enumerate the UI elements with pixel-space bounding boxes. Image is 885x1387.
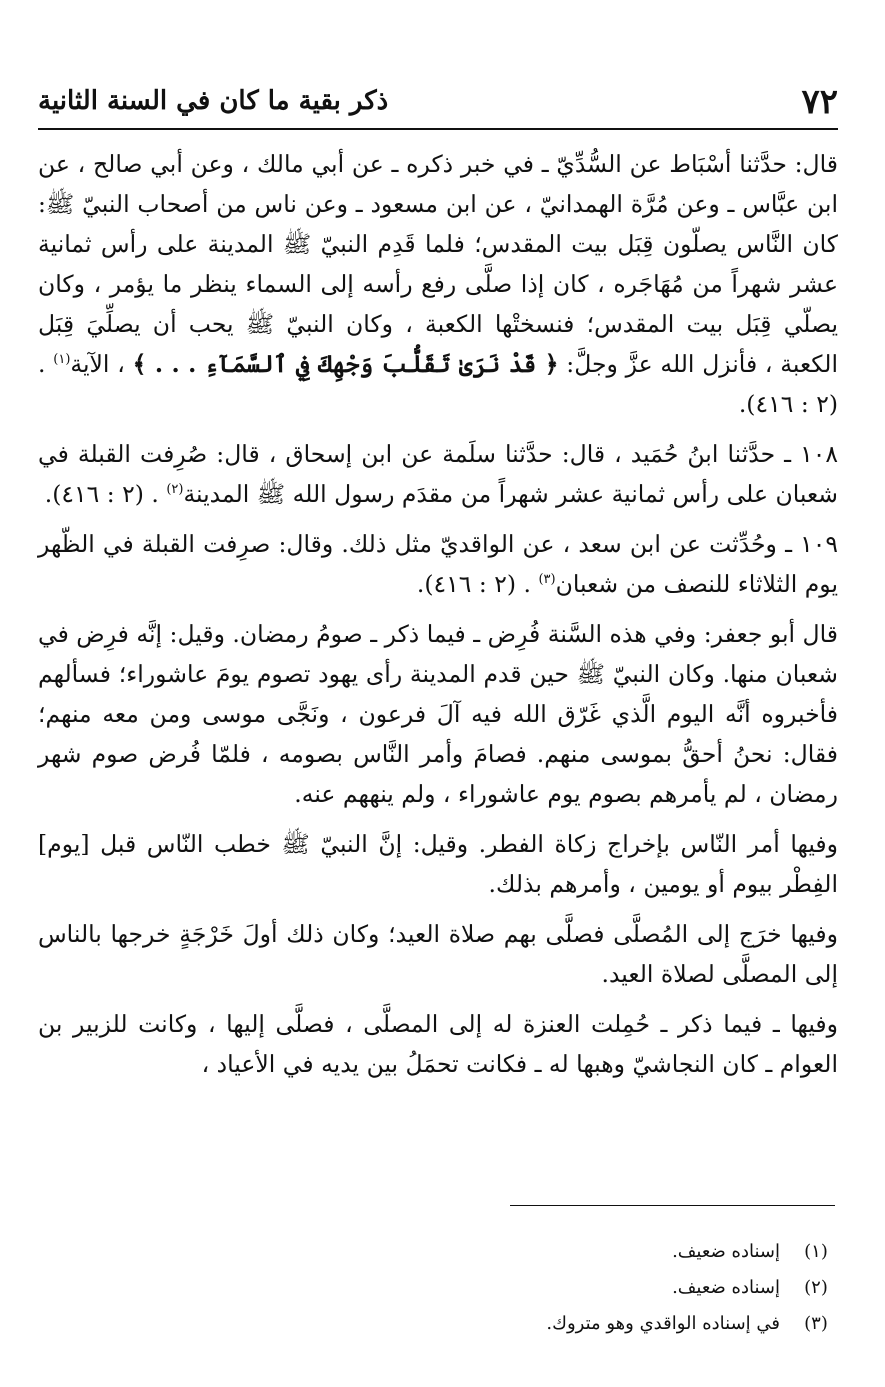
footnote-text: إسناده ضعيف. [672,1277,780,1298]
footnote-number: (١) [804,1241,828,1262]
footnote-ref-3[interactable]: (٣) [538,572,556,588]
footnote-1 [38,1234,830,1270]
paragraph-6: وفيها خرَج إلى المُصلَّى فصلَّى بهم صلاة العيد؛ وكان ذلك أولَ خَرْجَةٍ خرجها بالناس إلى المصلَّى لصلاة العيد. [38,920,838,988]
footnote-ref-2[interactable]: (٢) [166,482,184,498]
footnote-text: إسناده ضعيف. [672,1241,780,1262]
footnote-divider [510,1205,835,1206]
footnote-number: (٣) [804,1313,828,1334]
paragraph-3-text: ١٠٩ ـ وحُدِّثت عن ابن سعد ، عن الواقديّ مثل ذلك. وقال: صرِفت القبلة في الظّهر يوم الثلاثاء للنصف من شعبان [38,530,838,598]
paragraph-3 [38,524,838,604]
paragraph-3-ref: . (٢ : ٤١٦). [416,570,531,598]
paragraph-2-ref: . (٢ : ٤١٦). [44,480,159,508]
paragraph-2 [38,434,838,514]
footnote-ref-1[interactable]: (١) [53,352,71,368]
footnote-3 [38,1306,830,1342]
running-title: ذكر بقية ما كان في السنة الثانية [38,86,389,116]
paragraph-1-after-quran: ، الآية [70,350,125,378]
paragraph-1-text: قال: حدَّثنا أسْبَاط عن السُّدِّيّ ـ في خبر ذكره ـ عن أبي مالك ، وعن أبي صالح ، عن ابن عبَّاس ـ وعن مُرَّة الهمدانيّ ، عن ابن مسعود ـ وعن ناس من أصحاب النبيّ ﷺ: كان النَّاس يصلّون قِبَل بيت المقدس؛ فلما قَدِم النبيّ ﷺ المدينة على رأس ثمانية عشر شهراً من مُهَاجَره ، كان إذا صلَّى رفع رأسه إلى السماء ينظر ما يؤمر ، وكان يصلّي قِبَل بيت المقدس؛ فنسختْها الكعبة ، وكان النبيّ ﷺ يحب أن يصلِّيَ قِبَل الكعبة ، فأنزل الله عزَّ وجلَّ: [38,150,838,378]
footnote-text: في إسناده الواقدي وهو متروك. [546,1313,780,1334]
quran-verse: ﴿ قَدْ نَرَىٰ تَقَلُّبَ وَجْهِكَ فِي ٱلسَّمَآءِ . . . ﴾ [132,350,559,378]
paragraph-5: وفيها أمر النّاس بإخراج زكاة الفطر. وقيل: إنَّ النبيّ ﷺ خطب النّاس قبل [يوم] الفِطْر بيوم أو يومين ، وأمرهم بذلك. [38,830,838,898]
footnote-2 [38,1270,830,1306]
paragraph-1-ref: . (٢ : ٤١٦). [38,350,838,418]
page-header [38,78,838,130]
main-text [38,144,838,1094]
paragraph-1 [38,144,838,424]
paragraph-4: قال أبو جعفر: وفي هذه السَّنة فُرِض ـ فيما ذكر ـ صومُ رمضان. وقيل: إنَّه فرِض في شعبان منها. وكان النبيّ ﷺ حين قدم المدينة رأى يهود تصوم يومَ عاشوراء؛ فسألهم فأخبروه أنَّه اليوم الَّذي غَرّق الله فيه آلَ فرعون ، ونَجَّى موسى ومن معه منهم؛ فقال: نحنُ أحقُّ بموسى منهم. فصامَ وأمر النَّاس بصومه ، فلمّا فُرض صوم شهر رمضان ، لم يأمرهم بصوم يوم عاشوراء ، ولم ينههم عنه. [38,620,838,808]
paragraph-2-text: ١٠٨ ـ حدَّثنا ابنُ حُمَيد ، قال: حدَّثنا سلَمة عن ابن إسحاق ، قال: صُرِفت القبلة في شعبان على رأس ثمانية عشر شهراً من مقدَم رسول الله ﷺ المدينة [38,440,838,508]
footnote-number: (٢) [804,1277,828,1298]
paragraph-7: وفيها ـ فيما ذكر ـ حُمِلت العنزة له إلى المصلَّى ، فصلَّى إليها ، وكانت للزبير بن العوام ـ كان النجاشيّ وهبها له ـ فكانت تحمَلُ بين يديه في الأعياد ، [38,1010,838,1078]
footnotes [38,1234,830,1342]
page-number: ٧٢ [801,82,838,122]
